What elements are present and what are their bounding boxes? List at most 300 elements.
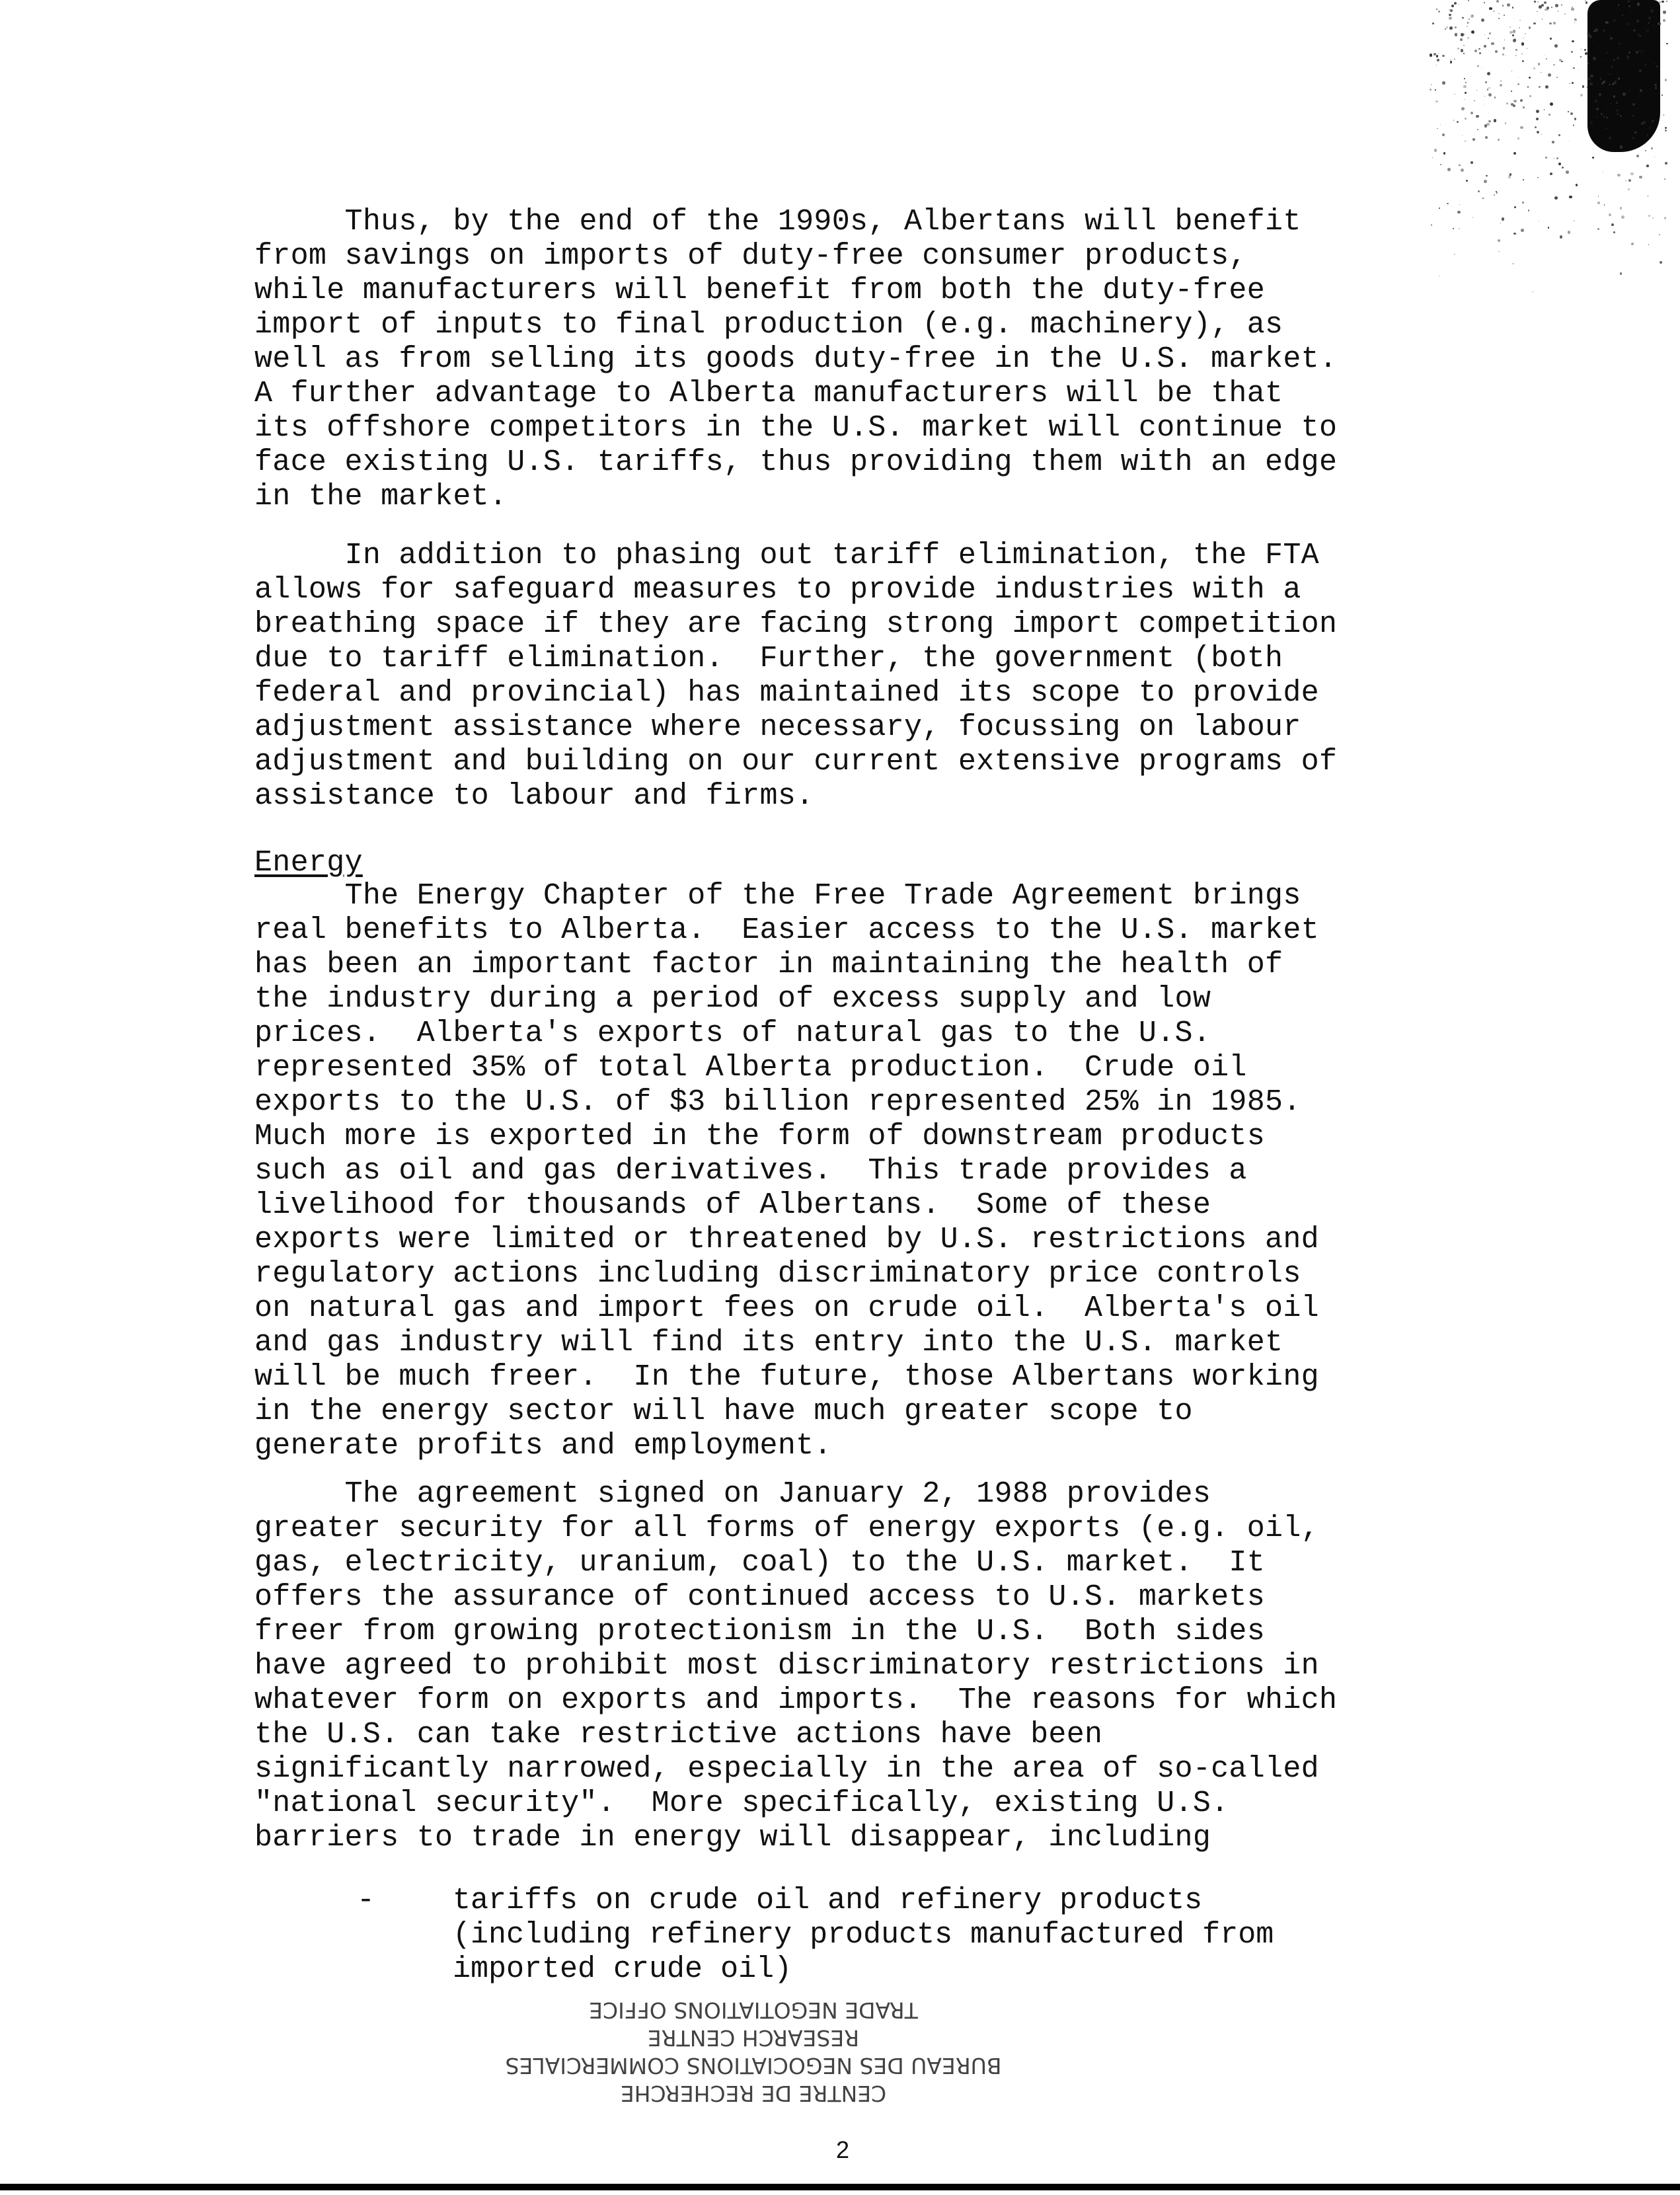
scan-speck [1488,87,1490,89]
scan-speck [1546,7,1549,9]
scan-speck [1459,228,1460,229]
scan-speck [1605,106,1607,107]
scan-speck [1595,28,1597,31]
scan-speck [1580,56,1582,58]
scan-speck [1548,73,1551,77]
scan-speck [1640,52,1642,54]
scan-speck [1520,126,1523,130]
scan-speck [1440,124,1441,125]
scan-speck [1627,22,1630,25]
scan-speck [1503,47,1506,50]
scan-speck [1665,162,1667,165]
scan-speck [1457,211,1460,213]
library-stamp [423,1996,1084,2107]
scan-speck [1515,49,1517,51]
scan-speck [1553,64,1555,66]
scan-speck [1432,22,1434,24]
bullet-dash: - [357,1884,375,1917]
scan-speck [1461,49,1464,52]
scan-speck [1558,134,1560,136]
scan-speck [1509,26,1511,28]
scan-speck [1630,173,1634,176]
scan-speck [1548,114,1550,115]
scan-speck [1537,1,1539,3]
scan-speck [1558,163,1561,165]
scan-speck [1580,94,1583,96]
scan-speck [1435,89,1436,91]
scan-speck [1661,1,1664,3]
scan-speck [1488,93,1492,96]
scan-speck [1442,81,1445,84]
bullet-item-tariffs: tariffs on crude oil and refinery products (including refinery products manufactured from imported crude oil) [453,1884,1274,1986]
page-number: 2 [836,2136,850,2163]
paragraph-energy-chapter: The Energy Chapter of the Free Trade Agreement brings real benefits to Alberta. Easier access to the U.S. market has been an important factor in maintaining the health of the industry during a period of excess supply and low prices. Alberta's exports of natural gas to the U.S. represented 35% of total Alberta production. Crude oil exports to the U.S. of $3 billion represented 25% in 1985. Much more is exported in the form of downstream products such as oil and gas derivatives. This trade provides a livelihood for thousands of Albertans. Some of these exports were limited or threatened by U.S. restrictions and regulatory actions including discriminatory price controls on natural gas and import fees on crude oil. Alberta's oil and gas industry will find its entry into the U.S. market will be much freer. In the future, those Albertans working in the energy sector will have much greater scope to generate profits and employment. [254,879,1319,1463]
scan-speck [1438,11,1440,13]
scan-speck [1502,54,1504,56]
scan-speck [1620,207,1623,210]
scan-speck [1455,33,1457,36]
scan-speck [1597,47,1599,48]
scan-speck [1554,44,1558,48]
scan-speck [1552,141,1554,143]
scan-speck [1609,137,1611,139]
scan-speck [1430,89,1432,91]
scan-speck [1521,229,1523,231]
scan-speck [1628,52,1630,54]
scan-speck [1464,78,1465,79]
scan-speck [1535,126,1537,128]
scan-speck [1436,9,1437,10]
scan-speck [1645,150,1646,151]
scan-speck [1519,27,1520,28]
scan-speck [1542,19,1543,20]
scan-speck [1525,33,1526,34]
scan-speck [1592,157,1593,158]
scan-speck [1665,130,1667,132]
scan-speck [1568,231,1571,234]
scan-speck [1631,243,1634,245]
scan-speck [1663,11,1665,13]
scan-speck [1476,90,1477,91]
scan-speck [1621,215,1624,219]
scan-speck [1654,84,1656,86]
scan-speck [1447,168,1451,171]
scan-speck [1541,4,1544,7]
scan-speck [1599,93,1601,96]
scan-speck [1442,134,1445,136]
scan-speck [1556,77,1558,78]
scan-speck [1435,100,1437,102]
scan-speck [1584,49,1586,51]
scan-speck [1436,55,1439,58]
scan-speck [1648,196,1649,197]
stamp-line: RESEARCH CENTRE [647,2025,860,2051]
scan-speck [1486,123,1490,126]
scan-speck [1625,180,1626,181]
scan-speck [1465,118,1467,120]
scan-speck [1651,147,1653,149]
scan-speck [1574,118,1576,120]
scan-speck [1464,34,1465,35]
scan-speck [1486,175,1488,177]
scan-speck [1635,82,1636,83]
scan-speck [1498,18,1500,19]
heading-text: Energy [254,846,363,880]
scan-speck [1620,115,1622,117]
scan-speck [1437,59,1439,61]
scan-speck [1589,83,1592,85]
scan-speck [1461,107,1465,110]
scan-speck [1529,77,1531,79]
scan-speck [1513,100,1516,102]
scan-speck [1659,234,1660,235]
scan-speck [1574,220,1575,221]
scan-speck [1593,57,1596,60]
scan-speck [1496,192,1497,193]
scan-speck [1569,196,1572,198]
scan-speck [1649,127,1651,129]
scan-speck [1573,124,1574,126]
scan-speck [1500,223,1502,224]
stamp-line: CENTRE DE RECHERCHE [620,2081,887,2106]
scan-speck [1572,40,1574,43]
scan-speck [1648,244,1650,245]
scan-speck [1559,59,1562,61]
scan-speck [1539,86,1541,88]
scan-speck [1519,20,1521,21]
scan-speck [1658,22,1661,26]
scan-speck [1509,31,1513,34]
scan-speck [1660,261,1662,264]
scan-speck [1443,152,1445,154]
scan-speck [1628,1,1629,2]
scan-speck [1560,235,1563,239]
scan-speck [1472,138,1475,141]
scan-speck [1472,217,1474,218]
scan-speck [1606,128,1607,129]
scan-speck [1597,202,1600,204]
scan-speck [1522,202,1524,204]
scan-speck [1454,2,1457,5]
scan-speck [1508,175,1511,178]
scan-speck [1500,84,1502,87]
scan-speck [1521,42,1525,46]
scan-speck [1663,114,1665,116]
scan-speck [1527,86,1529,88]
scan-speck [1642,50,1643,52]
scan-speck [1538,63,1540,65]
scan-speck [1504,15,1505,16]
scan-speck [1484,96,1486,97]
scan-speck [1468,0,1469,1]
scan-speck [1449,17,1452,20]
scan-speck [1551,7,1552,8]
scan-speck [1454,58,1456,60]
scan-speck [1477,65,1478,67]
scan-speck [1587,10,1589,12]
scan-speck [1589,53,1590,54]
scan-speck [1544,109,1545,110]
scan-speck [1464,99,1465,100]
scan-speck [1481,19,1484,22]
scan-speck [1489,7,1492,10]
scan-speck [1449,14,1451,16]
scan-speck [1440,164,1441,165]
scan-speck [1585,52,1587,55]
scan-speck [1523,106,1524,108]
scan-speck [1663,19,1665,22]
scan-speck [1639,69,1641,71]
scan-speck [1479,52,1481,54]
scan-speck [1609,213,1611,216]
scan-speck [1487,89,1488,90]
scan-speck [1554,196,1558,200]
scan-speck [1463,45,1465,46]
scan-speck [1550,173,1552,175]
scan-speck [1487,72,1490,75]
scan-speck [1665,127,1667,129]
scan-speck [1485,136,1488,139]
scan-speck [1648,17,1651,19]
scan-speck [1605,21,1608,24]
scan-speck [1502,217,1505,221]
scan-speck [1628,188,1630,190]
scan-speck [1467,26,1468,27]
scan-speck [1541,134,1542,135]
scan-speck [1652,217,1654,219]
scan-speck [1506,102,1508,104]
scan-speck [1467,37,1470,40]
scan-speck [1478,48,1480,50]
scan-speck [1434,149,1437,151]
scan-speck [1484,2,1485,3]
scan-speck [1470,161,1473,164]
scan-speck [1534,1,1536,3]
scan-speck [1656,65,1658,67]
scan-speck [1617,57,1619,59]
scan-speck [1446,26,1448,28]
scan-speck [1620,272,1622,274]
scan-speck [1549,22,1551,24]
scan-speck [1664,217,1667,219]
scan-speck [1548,227,1550,229]
scan-speck [1628,179,1632,182]
scan-speck [1521,54,1523,55]
scan-speck [1488,120,1490,122]
scan-speck [1469,19,1470,20]
scan-speck [1498,139,1500,141]
scan-speck [1511,91,1512,92]
scan-speck [1512,34,1514,36]
scan-speck [1537,11,1538,13]
scan-speck [1442,55,1444,57]
scan-speck [1545,85,1548,89]
scan-speck [1666,43,1668,45]
scan-speck [1507,3,1510,7]
scan-speck [1636,51,1638,53]
scan-speck [1544,55,1545,56]
scan-speck [1572,82,1574,84]
scan-speck [1457,48,1459,50]
scan-speck [1606,52,1608,54]
scan-speck [1569,83,1570,84]
scan-speck [1465,82,1467,83]
scan-speck [1576,184,1578,186]
scan-speck [1555,4,1558,7]
scan-speck [1451,5,1454,7]
scan-speck [1517,83,1519,85]
scan-speck [1590,122,1593,124]
scan-speck [1581,49,1582,50]
scan-speck [1484,180,1487,183]
scan-speck [1646,165,1649,167]
scan-speck [1478,190,1480,192]
scan-speck [1661,95,1663,96]
scan-speck [1520,99,1523,102]
scan-speck [1647,134,1648,135]
scan-speck [1590,75,1593,77]
scan-speck [1495,50,1498,53]
scan-speck [1462,17,1464,19]
scan-speck [1623,93,1625,95]
scan-speck [1574,19,1576,20]
scan-speck [1609,73,1611,75]
scan-speck [1601,83,1603,85]
scan-speck [1533,22,1535,24]
scan-speck [1595,100,1597,102]
scan-speck [1597,2,1598,3]
scan-speck [1431,84,1433,86]
scan-speck [1611,223,1614,226]
scan-speck [1457,121,1459,123]
scan-speck [1529,95,1531,97]
scan-speck [1522,60,1524,62]
scan-speck [1604,204,1605,205]
scan-speck [1639,50,1640,52]
scan-speck [1470,112,1473,114]
scan-speck [1484,45,1487,48]
scan-speck [1640,89,1642,92]
scan-speck [1664,178,1665,180]
paragraph-safeguard-measures: In addition to phasing out tariff elimination, the FTA allows for safeguard measures to provide industries with a breathing space if they are facing strong import competition due to tariff elimination. Further, the government (both federal and provincial) has maintained its scope to provide adjustment assistance where necessary, focussing on labour adjustment and building on our current extensive programs of assistance to labour and firms. [254,539,1338,813]
scan-speck [1537,177,1538,178]
scan-speck [1450,9,1453,12]
scan-speck [1430,54,1432,56]
scan-speck [1603,116,1605,118]
scan-speck [1494,194,1495,196]
scan-speck [1460,38,1462,40]
scan-speck [1611,66,1613,68]
scan-speck [1461,169,1464,172]
paragraph-tariff-benefits: Thus, by the end of the 1990s, Albertans will benefit from savings on imports of duty-free consumer products, while manufacturers will benefit from both the duty-free import of inputs to final production (e.g. machinery), as well as from selling its goods duty-free in the U.S. market. A further advantage to Alberta manufacturers will be that its offshore competitors in the U.S. market will continue to face existing U.S. tariffs, thus providing them with an edge in the market. [254,205,1338,514]
scan-speck [1639,176,1642,179]
scan-speck [1571,51,1573,53]
scan-speck [1459,204,1460,205]
scan-speck [1447,203,1448,204]
scan-speck [1553,158,1554,159]
scan-speck [1536,110,1539,113]
scan-speck [1597,228,1599,229]
stamp-line: BUREAU DES NEGOCIATIONS COMMERCIALES [505,2053,1002,2079]
scan-speck [1666,1,1667,2]
scan-speck [1613,59,1615,61]
scan-speck [1477,129,1478,130]
scan-speck [1494,11,1495,12]
bottom-border [0,2184,1680,2190]
scan-speck [1445,28,1446,30]
scan-speck [1652,120,1654,122]
scan-speck [1515,55,1517,56]
scan-speck [1498,251,1499,252]
scan-speck [1494,96,1496,98]
scan-speck [1536,118,1539,120]
scan-speck [1505,122,1506,124]
scan-speck [1489,32,1491,34]
scan-speck [1465,92,1467,94]
scan-speck [1528,210,1530,212]
scan-speck [1518,77,1519,79]
scan-speck [1533,67,1535,69]
scan-speck [1553,22,1556,24]
scan-speck [1653,25,1654,26]
scan-speck [1636,155,1639,157]
scan-speck [1606,116,1608,118]
scan-speck [1610,37,1613,40]
scan-speck [1632,115,1634,116]
scan-speck [1648,215,1650,217]
scan-speck [1513,233,1516,235]
scan-speck [1463,53,1465,54]
scan-speck [1498,13,1500,15]
scan-speck [1509,173,1511,175]
scan-speck [1617,174,1621,177]
scan-speck [1494,119,1497,122]
scan-speck [1619,42,1621,45]
scan-speck [1612,115,1613,116]
scan-speck [1455,26,1457,28]
scan-speck [1466,180,1469,182]
scan-speck [1561,4,1562,5]
scan-speck [1587,63,1589,64]
scan-speck [1637,3,1640,5]
scan-speck [1568,111,1569,112]
scan-speck [1544,1,1546,4]
scan-speck [1470,76,1471,77]
scan-speck [1562,167,1564,169]
scan-speck [1471,30,1474,34]
scan-speck [1498,239,1500,242]
scan-noise [1429,0,1680,311]
scan-speck [1474,50,1477,52]
stamp-line: TRADE NEGOTIATIONS OFFICE [589,1997,918,2023]
scan-speck [1578,69,1579,70]
scan-speck [1571,8,1574,11]
scan-speck [1485,81,1487,83]
scan-speck [1513,30,1516,33]
scan-speck [1545,157,1547,159]
scan-speck [1665,79,1667,81]
scan-speck [1613,231,1615,233]
scan-speck [1512,7,1514,9]
scan-speck [1558,11,1559,12]
scan-speck [1449,26,1453,30]
scan-speck [1457,32,1458,33]
section-heading-energy [254,846,1457,880]
scan-speck [1476,115,1479,118]
scan-speck [1463,85,1466,88]
scan-speck [1459,165,1461,167]
scan-speck [1582,85,1585,88]
